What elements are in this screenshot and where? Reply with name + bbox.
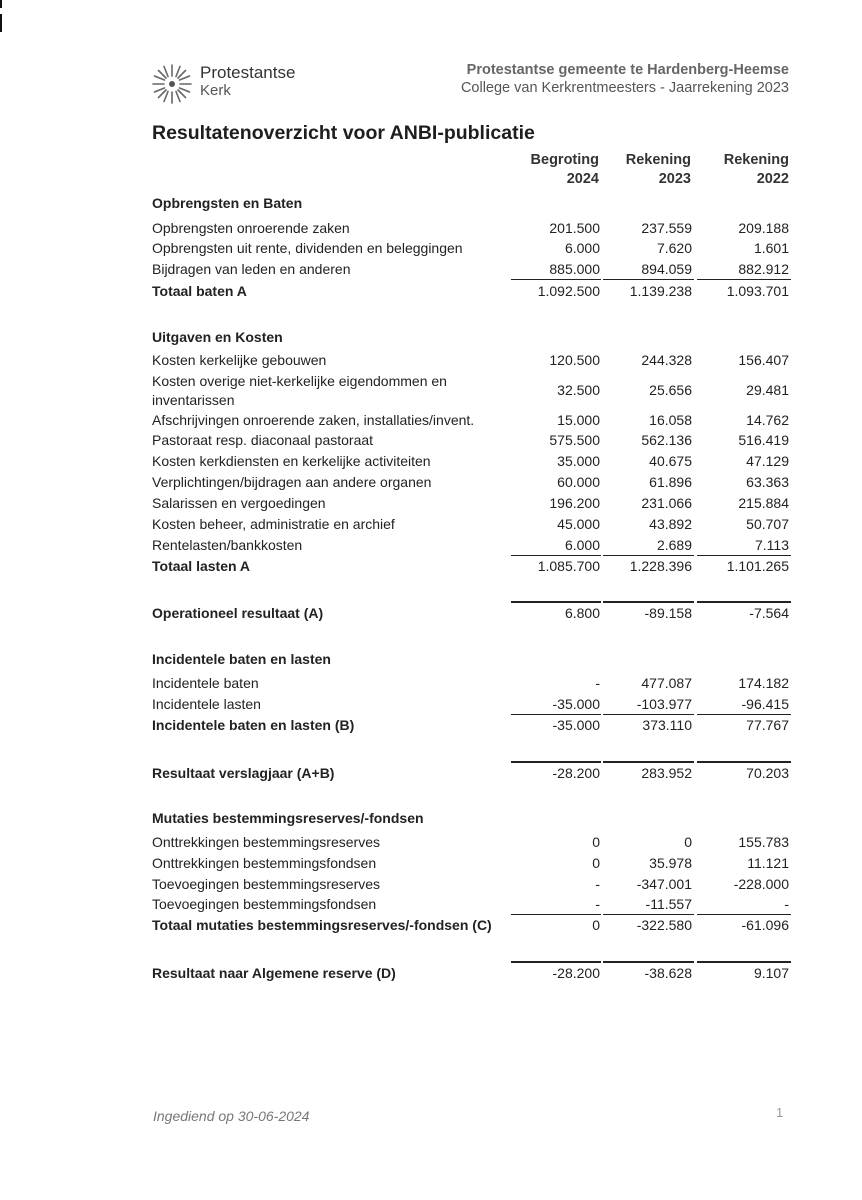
row-label: Kosten overige niet-kerkelijke eigendommen en (152, 373, 447, 389)
table-row (0, 432, 862, 452)
total-row (0, 283, 862, 303)
row-label: Kosten kerkelijke gebouwen (152, 352, 327, 368)
value-rekening-2023: -11.557 (645, 896, 692, 912)
column-header-rekening-2023 (591, 151, 691, 189)
column-header-line2: 2024 (566, 171, 599, 187)
row-label: Toevoegingen bestemmingsfondsen (152, 896, 377, 912)
row-label: Opbrengsten uit rente, dividenden en beleggingen (152, 240, 463, 256)
row-label: Onttrekkingen bestemmingsreserves (152, 834, 380, 850)
value-rekening-2022: 516.419 (738, 432, 789, 448)
result-row (0, 965, 862, 985)
table-row (0, 474, 862, 494)
result-rule (697, 961, 791, 963)
row-label: Toevoegingen bestemmingsreserves (152, 876, 381, 892)
result-rule (697, 761, 791, 763)
organization-name: Protestantse gemeente te Hardenberg-Heemse (466, 62, 789, 78)
table-row (0, 537, 862, 557)
value-rekening-2022: 1.101.265 (726, 558, 789, 574)
value-rekening-2022: 63.363 (746, 474, 789, 490)
row-label: Incidentele lasten (152, 696, 261, 712)
subtotal-rule (603, 714, 694, 715)
row-label: Incidentele baten en lasten (B) (152, 717, 355, 733)
subtotal-rule (603, 555, 694, 556)
document-subtitle: College van Kerkrentmeesters - Jaarrekening 2023 (460, 80, 789, 96)
column-header-begroting-2024 (499, 151, 599, 189)
value-rekening-2023: 244.328 (641, 352, 692, 368)
row-label: Operationeel resultaat (A) (152, 605, 324, 621)
value-rekening-2022: 14.762 (746, 412, 789, 428)
total-row (0, 917, 862, 937)
value-rekening-2023: 61.896 (649, 474, 692, 490)
row-label: Uitgaven en Kosten (152, 329, 283, 345)
result-rule (603, 761, 694, 763)
value-rekening-2023: 894.059 (641, 261, 692, 277)
value-rekening-2023: 1.139.238 (629, 283, 692, 299)
subtotal-rule (697, 714, 791, 715)
value-rekening-2022: 156.407 (738, 352, 789, 368)
value-rekening-2023: 231.066 (641, 495, 692, 511)
subtotal-rule (511, 555, 601, 556)
value-begroting-2024: 6.000 (564, 240, 600, 256)
table-row (0, 240, 862, 260)
subtotal-rule (603, 914, 694, 915)
value-begroting-2024: 1.092.500 (537, 283, 600, 299)
column-header-line2: 2023 (658, 171, 691, 187)
row-label: Salarissen en vergoedingen (152, 495, 326, 511)
submission-date: Ingediend op 30-06-2024 (153, 1108, 310, 1124)
value-rekening-2022: 1.093.701 (726, 283, 789, 299)
column-header-line1: Rekening (625, 152, 691, 168)
row-label: Kosten kerkdiensten en kerkelijke activiteiten (152, 453, 431, 469)
table-row (0, 855, 862, 875)
table-row (0, 352, 862, 372)
value-begroting-2024: 0 (592, 855, 600, 871)
value-begroting-2024: -35.000 (552, 717, 600, 733)
row-label: Verplichtingen/bijdragen aan andere organen (152, 474, 432, 490)
subtotal-rule (697, 914, 791, 915)
result-row (0, 765, 862, 785)
value-rekening-2022: -228.000 (733, 876, 789, 892)
row-label: Incidentele baten (152, 675, 259, 691)
subtotal-rule (697, 279, 791, 280)
value-rekening-2023: -38.628 (644, 965, 692, 981)
result-rule (697, 601, 791, 603)
table-row (0, 896, 862, 916)
value-begroting-2024: 6.800 (564, 605, 600, 621)
value-rekening-2022: 29.481 (746, 382, 789, 398)
logo-line2: Kerk (200, 82, 231, 99)
value-rekening-2023: 25.656 (649, 382, 692, 398)
value-begroting-2024: 0 (592, 917, 600, 933)
table-row (0, 412, 862, 432)
value-begroting-2024: 35.000 (557, 453, 600, 469)
protestantse-kerk-logo-icon (150, 62, 194, 106)
result-rule (603, 601, 694, 603)
value-begroting-2024: - (595, 675, 600, 691)
table-row (0, 696, 862, 716)
row-label: Bijdragen van leden en anderen (152, 261, 351, 277)
value-rekening-2023: 35.978 (649, 855, 692, 871)
value-begroting-2024: 120.500 (549, 352, 600, 368)
value-rekening-2022: 174.182 (738, 675, 789, 691)
value-begroting-2024: 45.000 (557, 516, 600, 532)
value-begroting-2024: 1.085.700 (537, 558, 600, 574)
total-row (0, 717, 862, 737)
column-header-rekening-2022 (689, 151, 789, 189)
value-rekening-2023: 562.136 (641, 432, 692, 448)
value-rekening-2023: 2.689 (656, 537, 692, 553)
value-rekening-2023: 237.559 (641, 220, 692, 236)
row-label: Rentelasten/bankkosten (152, 537, 303, 553)
value-begroting-2024: 15.000 (557, 412, 600, 428)
row-label: Opbrengsten onroerende zaken (152, 220, 350, 236)
table-row (0, 495, 862, 515)
value-rekening-2023: -89.158 (644, 605, 692, 621)
value-begroting-2024: - (595, 896, 600, 912)
result-rule (511, 961, 601, 963)
page-title: Resultatenoverzicht voor ANBI-publicatie (152, 122, 535, 144)
row-label: Totaal baten A (152, 283, 247, 299)
scan-mark (0, 0, 2, 8)
subtotal-rule (511, 279, 601, 280)
row-label: Totaal lasten A (152, 558, 251, 574)
value-rekening-2022: - (784, 896, 789, 912)
column-header-line2: 2022 (756, 171, 789, 187)
row-label: Mutaties bestemmingsreserves/-fondsen (152, 810, 424, 826)
section-heading (0, 651, 862, 671)
value-begroting-2024: 196.200 (549, 495, 600, 511)
section-heading (0, 810, 862, 830)
subtotal-rule (697, 555, 791, 556)
subtotal-rule (511, 714, 601, 715)
value-rekening-2022: 9.107 (753, 965, 789, 981)
value-rekening-2023: 283.952 (641, 765, 692, 781)
row-label: Incidentele baten en lasten (152, 651, 331, 667)
document-header (461, 62, 789, 96)
table-row (0, 373, 862, 411)
value-rekening-2023: -322.580 (636, 917, 692, 933)
value-begroting-2024: 0 (592, 834, 600, 850)
value-rekening-2023: 1.228.396 (629, 558, 692, 574)
value-rekening-2023: -103.977 (636, 696, 692, 712)
value-rekening-2022: 50.707 (746, 516, 789, 532)
value-rekening-2022: 1.601 (753, 240, 789, 256)
row-label-continuation: inventarissen (152, 392, 235, 408)
section-heading (0, 329, 862, 349)
table-row (0, 516, 862, 536)
value-rekening-2023: 477.087 (641, 675, 692, 691)
column-header-line1: Rekening (723, 152, 789, 168)
result-rule (511, 761, 601, 763)
value-begroting-2024: - (595, 876, 600, 892)
value-rekening-2022: 77.767 (746, 717, 789, 733)
value-rekening-2023: 373.110 (642, 717, 692, 733)
row-label: Kosten beheer, administratie en archief (152, 516, 395, 532)
page-number: 1 (776, 1105, 784, 1120)
result-row (0, 605, 862, 625)
table-row (0, 261, 862, 281)
row-label: Resultaat verslagjaar (A+B) (152, 765, 335, 781)
value-begroting-2024: 6.000 (564, 537, 600, 553)
value-rekening-2023: 16.058 (649, 412, 692, 428)
logo-line1: Protestantse (200, 63, 296, 82)
value-begroting-2024: -35.000 (552, 696, 600, 712)
value-begroting-2024: -28.200 (552, 965, 600, 981)
value-rekening-2022: -96.415 (741, 696, 789, 712)
table-row (0, 675, 862, 695)
column-header-line1: Begroting (530, 152, 599, 168)
subtotal-rule (603, 279, 694, 280)
value-rekening-2023: -347.001 (636, 876, 692, 892)
value-begroting-2024: 575.500 (549, 432, 600, 448)
value-rekening-2023: 43.892 (649, 516, 692, 532)
value-rekening-2023: 7.620 (656, 240, 692, 256)
value-begroting-2024: 32.500 (557, 382, 600, 398)
value-rekening-2022: 155.783 (738, 834, 789, 850)
value-rekening-2023: 0 (684, 834, 692, 850)
table-row (0, 834, 862, 854)
table-row (0, 220, 862, 240)
value-rekening-2022: -61.096 (741, 917, 789, 933)
value-rekening-2022: -7.564 (749, 605, 789, 621)
value-rekening-2022: 215.884 (738, 495, 789, 511)
value-rekening-2022: 882.912 (738, 261, 789, 277)
table-row (0, 876, 862, 896)
value-rekening-2022: 209.188 (738, 220, 789, 236)
table-row (0, 453, 862, 473)
row-label: Resultaat naar Algemene reserve (D) (152, 965, 396, 981)
value-rekening-2022: 7.113 (755, 537, 789, 553)
row-label: Opbrengsten en Baten (152, 195, 303, 211)
value-begroting-2024: 60.000 (557, 474, 600, 490)
result-rule (603, 961, 694, 963)
total-row (0, 558, 862, 578)
value-rekening-2023: 40.675 (649, 453, 692, 469)
subtotal-rule (511, 914, 601, 915)
section-heading (0, 195, 862, 215)
row-label: Pastoraat resp. diaconaal pastoraat (152, 432, 374, 448)
logo-text (200, 64, 295, 100)
value-begroting-2024: -28.200 (552, 765, 600, 781)
result-rule (511, 601, 601, 603)
value-rekening-2022: 70.203 (746, 765, 789, 781)
value-begroting-2024: 201.500 (549, 220, 600, 236)
row-label: Afschrijvingen onroerende zaken, installaties/invent. (152, 412, 475, 428)
row-label: Totaal mutaties bestemmingsreserves/-fondsen (C) (152, 917, 492, 933)
scan-mark (0, 14, 2, 32)
value-rekening-2022: 11.121 (747, 855, 789, 871)
value-begroting-2024: 885.000 (549, 261, 600, 277)
value-rekening-2022: 47.129 (746, 453, 789, 469)
row-label: Onttrekkingen bestemmingsfondsen (152, 855, 377, 871)
